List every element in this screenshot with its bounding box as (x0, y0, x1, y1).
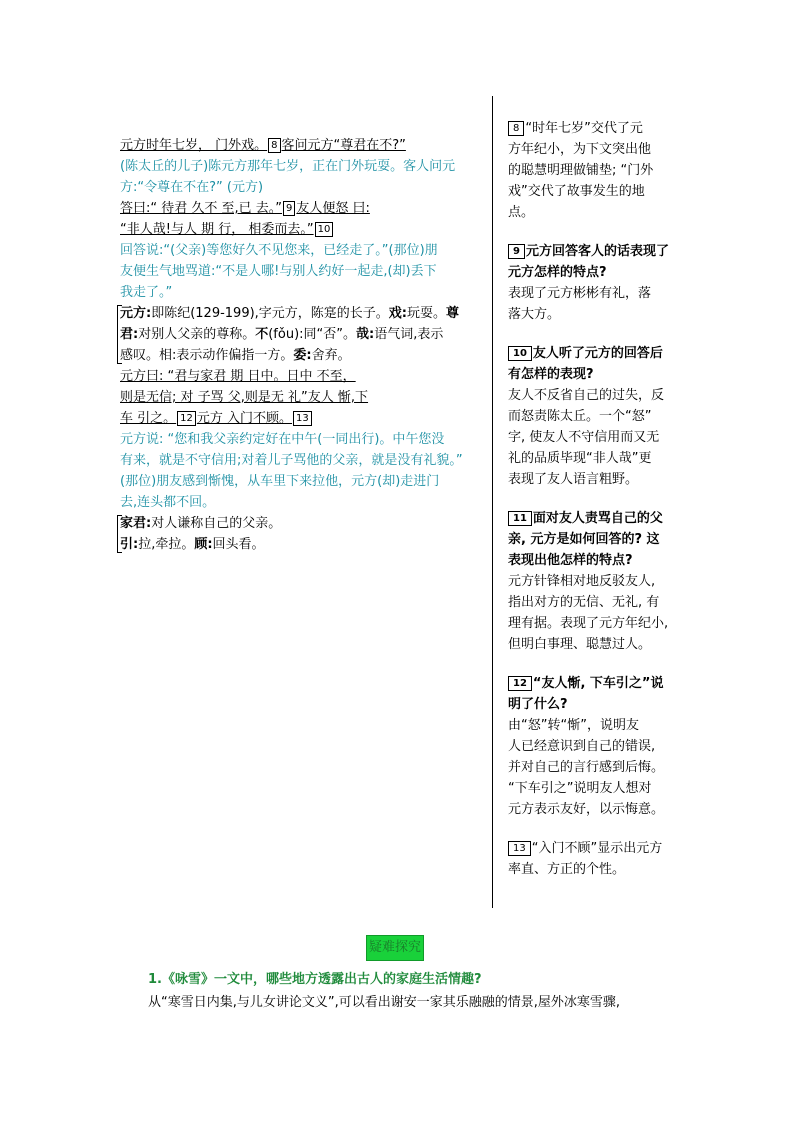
analysis-text: 点。 (508, 205, 535, 220)
translation-line: 我走了。” (120, 285, 173, 300)
answer-text: 元方针锋相对地反驳友人, (508, 574, 656, 589)
answer-text: “下车引之”说明友人想对 (508, 781, 652, 796)
answer-text: 表现了元方彬彬有礼，落 (508, 286, 652, 301)
translation-line: 回答说:“(父亲)等您好久不见您来，已经走了。”(那位)朋 (120, 243, 438, 258)
annotation-marker: 8 (508, 121, 524, 136)
answer-text: 而怒责陈太丘。一个“怒” (508, 409, 652, 424)
analysis-text: “时年七岁”交代了元 (525, 121, 643, 136)
note-text: 回头看。 (212, 537, 265, 552)
inquiry-question: 1.《咏雪》一文中，哪些地方透露出古人的家庭生活情趣? (148, 972, 482, 987)
answer-text: 并对自己的言行感到后悔。 (508, 760, 665, 775)
answer-text: 指出对方的无信、无礼, 有 (508, 595, 660, 610)
classical-text: “非人哉!与人 期 行， 相委而去。” (120, 222, 314, 237)
note-text: 语气词,表示 (374, 327, 444, 342)
note-text: 玩耍。 (407, 306, 447, 321)
answer-text: 字, 使友人不守信用而又无 (508, 430, 660, 445)
classical-line (120, 135, 485, 156)
translation-line: (那位)朋友感到惭愧，从车里下来拉他，元方(却)走进门 (120, 474, 440, 489)
note-term: 戏: (388, 306, 407, 321)
analysis-text: 方年纪小，为下文突出他 (508, 142, 652, 157)
question-text: 表现出他怎样的特点? (508, 553, 633, 568)
note-text: 对别人父亲的尊称。 (138, 327, 256, 342)
classical-line (120, 198, 485, 219)
word-note (120, 303, 485, 366)
annotation-marker: 12 (508, 676, 532, 691)
answer-text: 元方表示友好，以示悔意。 (508, 802, 665, 817)
note-text: 对人谦称自己的父亲。 (151, 516, 282, 531)
classical-text: 元方 入门不顾。 (196, 411, 293, 426)
classical-line: 元方曰: “君与家君 期 日中。日中 不至， (120, 369, 356, 384)
column-divider (492, 96, 493, 908)
classical-line (120, 219, 485, 240)
translation-line: (陈太丘的儿子)陈元方那年七岁，正在门外玩耍。客人问元 (120, 159, 456, 174)
word-note (120, 513, 485, 555)
note-term: 不 (255, 327, 269, 342)
note-term: 元方: (120, 306, 152, 321)
note-term: 尊 (446, 306, 460, 321)
analysis-block-13 (508, 838, 698, 880)
note-term: 家君: (120, 516, 152, 531)
translation-line: 去,连头都不回。 (120, 495, 216, 510)
question-text: 元方怎样的特点? (508, 265, 607, 280)
question-text: 元方回答客人的话表现了 (525, 244, 669, 259)
answer-text: 礼的品质毕现“非人哉”更 (508, 451, 652, 466)
answer-text: 友人不反省自己的过失，反 (508, 388, 665, 403)
annotation-marker: 11 (508, 511, 532, 526)
note-text: 即陈纪(129-199),字元方，陈寔的长子。 (151, 306, 389, 321)
answer-text: 落大方。 (508, 307, 561, 322)
classical-text: 车 引之。 (120, 411, 177, 426)
annotation-marker: 12 (177, 411, 196, 426)
inquiry-answer: 从“寒雪日内集,与儿女讲论文义”,可以看出谢安一家其乐融融的情景,屋外冰寒雪骤, (148, 995, 620, 1010)
note-term: 君: (120, 327, 139, 342)
note-text: 舍弃。 (311, 348, 351, 363)
annotation-marker: 9 (508, 244, 525, 259)
note-term: 引: (120, 537, 139, 552)
answer-text: “入门不顾”显示出元方 (531, 841, 663, 856)
translation-line: 方:“令尊在不在?” (元方) (120, 180, 264, 195)
answer-text: 表现了友人语言粗野。 (508, 472, 639, 487)
note-term: 委: (293, 348, 312, 363)
answer-text: 率直、方正的个性。 (508, 862, 626, 877)
annotation-marker: 13 (508, 841, 531, 856)
translation-line: 元方说: “您和我父亲约定好在中午(一同出行)。中午您没 (120, 432, 445, 447)
answer-text: 由“怒”转“惭”，说明友 (508, 718, 639, 733)
analysis-column (508, 118, 698, 898)
note-term: 顾: (194, 537, 213, 552)
analysis-block-8 (508, 118, 698, 223)
note-term: 哉: (356, 327, 375, 342)
annotation-marker: 10 (508, 346, 532, 361)
question-text: 面对友人责骂自己的父 (532, 511, 663, 526)
translation-line: 有来，就是不守信用;对着儿子骂他的父亲，就是没有礼貌。” (120, 453, 463, 468)
note-bracket (117, 515, 122, 553)
question-text: 友人听了元方的回答后 (532, 346, 663, 361)
section-tag: 疑难探究 (366, 935, 424, 961)
analysis-text: 的聪慧明理做铺垫; “门外 (508, 163, 654, 178)
answer-text: 人已经意识到自己的错误, (508, 739, 656, 754)
analysis-block-11 (508, 508, 698, 655)
note-text: 感叹。相:表示动作偏指一方。 (120, 348, 294, 363)
classical-text: 答曰:“ 待君 久不 至,已 去。” (120, 201, 283, 216)
annotation-marker: 13 (293, 411, 312, 426)
question-text: “友人惭, 下车引之”说 (532, 676, 664, 691)
note-text: (fǒu):同“否”。 (268, 327, 356, 342)
note-text: 拉,牵拉。 (138, 537, 195, 552)
question-text: 明了什么? (508, 697, 568, 712)
annotation-marker: 10 (315, 222, 334, 237)
analysis-block-12 (508, 673, 698, 820)
question-text: 有怎样的表现? (508, 367, 594, 382)
classical-text: 客问元方“尊君在不?” (281, 138, 406, 153)
classical-line (120, 408, 485, 429)
analysis-block-10 (508, 343, 698, 490)
answer-text: 理有据。表现了元方年纪小, (508, 616, 669, 631)
analysis-text: 戏”交代了故事发生的地 (508, 184, 645, 199)
annotation-marker: 9 (283, 201, 295, 216)
answer-text: 但明白事理、聪慧过人。 (508, 637, 652, 652)
original-text-column (120, 135, 485, 555)
analysis-block-9 (508, 241, 698, 325)
classical-text: 元方时年七岁， 门外戏。 (120, 138, 268, 153)
classical-line: 则是无信; 对 子骂 父,则是无 礼”友人 惭,下 (120, 390, 369, 405)
translation-line: 友便生气地骂道:“不是人哪!与别人约好一起走,(却)丢下 (120, 264, 437, 279)
note-bracket (117, 305, 122, 364)
classical-text: 友人便怒 曰: (296, 201, 370, 216)
question-text: 亲, 元方是如何回答的? 这 (508, 532, 660, 547)
annotation-marker: 8 (268, 138, 280, 153)
